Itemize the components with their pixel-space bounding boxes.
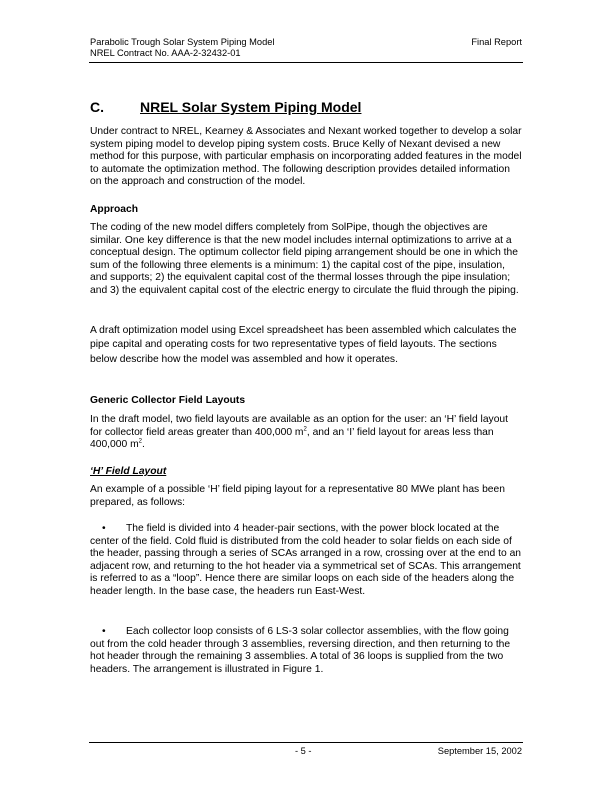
intro-paragraph-text: Under contract to NREL, Kearney & Associates and Nexant worked together to develop a solar system piping model to develop piping system costs. Bruce Kelly of Nexant devised a new method for this purpose, with particular emphasis on incorporating added features in the model to automate the optimization method. The following description provides detailed information on the approach and construction of the model.: [90, 126, 522, 187]
h-field-intro-text: An example of a possible ‘H’ field piping layout for a representative 80 MWe plant has been prepared, as follows:: [90, 484, 505, 508]
generic-layouts-text: [90, 414, 522, 452]
footer-date: September 15, 2002: [437, 746, 522, 756]
approach-paragraph1: [90, 222, 522, 297]
section-letter: C.: [90, 99, 104, 115]
approach-paragraph2: [90, 324, 522, 367]
generic-layouts-heading: Generic Collector Field Layouts: [90, 395, 246, 406]
generic-layouts-text-part2: , and an ‘I’ field layout for areas less than 400,000 m: [90, 426, 494, 450]
approach-paragraph2-text: A draft optimization model using Excel spreadsheet has been assembled which calculates the pipe capital and operating costs for two representative types of field layouts. The sections below describe how the model was assembled and how it operates.: [90, 325, 517, 365]
approach-heading: Approach: [90, 204, 139, 215]
approach-heading-block: [90, 204, 522, 217]
header-title-line1: Parabolic Trough Solar System Piping Model: [90, 37, 275, 47]
page-number: - 5 -: [295, 746, 312, 756]
generic-layouts-heading-block: [90, 395, 522, 408]
h-field-heading: ‘H’ Field Layout: [90, 466, 167, 477]
h-field-heading-block: [90, 466, 522, 479]
superscript-2: 2: [303, 426, 307, 433]
footer-divider: [89, 742, 523, 743]
header-report-type: Final Report: [471, 37, 522, 47]
generic-layouts-text-part1: In the draft model, two field layouts are available as an option for the user: an ‘H’ field layout for collector field areas greater than 400,000 m: [90, 414, 509, 438]
list-item: [90, 523, 522, 598]
header-divider: [89, 62, 523, 63]
bullet-icon: •: [102, 626, 106, 637]
list-item-text: The field is divided into 4 header-pair sections, with the power block located at the center of the field. Cold fluid is distributed from the cold header to solar fields on each side of the header, passing through a series of SCAs arranged in a row, crossing over at the end to an adjacent row, and returning to the hot header via a symmetrical set of SCAs. This arrangement is referred to as a “loop”. Hence there are similar loops on each side of the headers along the header length. In the base case, the headers run East-West.: [90, 523, 522, 597]
bullet-icon: •: [102, 523, 106, 534]
list-item: [90, 626, 522, 676]
section-title: [90, 99, 522, 116]
generic-layouts-paragraph: [90, 414, 522, 452]
h-field-intro: [90, 484, 522, 509]
header-title-line2: NREL Contract No. AAA-2-32432-01: [90, 48, 241, 58]
list-item-text: Each collector loop consists of 6 LS-3 solar collector assemblies, with the flow going out from the cold header through 3 assemblies, reversing direction, and then returning to the hot header through the remaining 3 assemblies. A total of 36 loops is supplied from the two headers. The arrangement is illustrated in Figure 1.: [90, 626, 511, 675]
header-title: [90, 37, 420, 59]
superscript-2: 2: [138, 438, 143, 445]
approach-paragraph1-text: The coding of the new model differs completely from SolPipe, though the objectives are similar. One key difference is that the new model includes internal optimizations to arrive at a conceptual design. The optimum collector field piping arrangement should be one in which the sum of the following three elements is a minimum: 1) the capital cost of the pipe, insulation, and supports; 2) the equivalent capital cost of the thermal losses through the pipe insulation; and 3) the equivalent capital cost of the electric energy to circulate the fluid through the piping.: [90, 222, 519, 296]
section-title-text: NREL Solar System Piping Model: [140, 99, 362, 115]
intro-paragraph: [90, 126, 522, 189]
generic-layouts-text-part3: .: [142, 439, 145, 450]
